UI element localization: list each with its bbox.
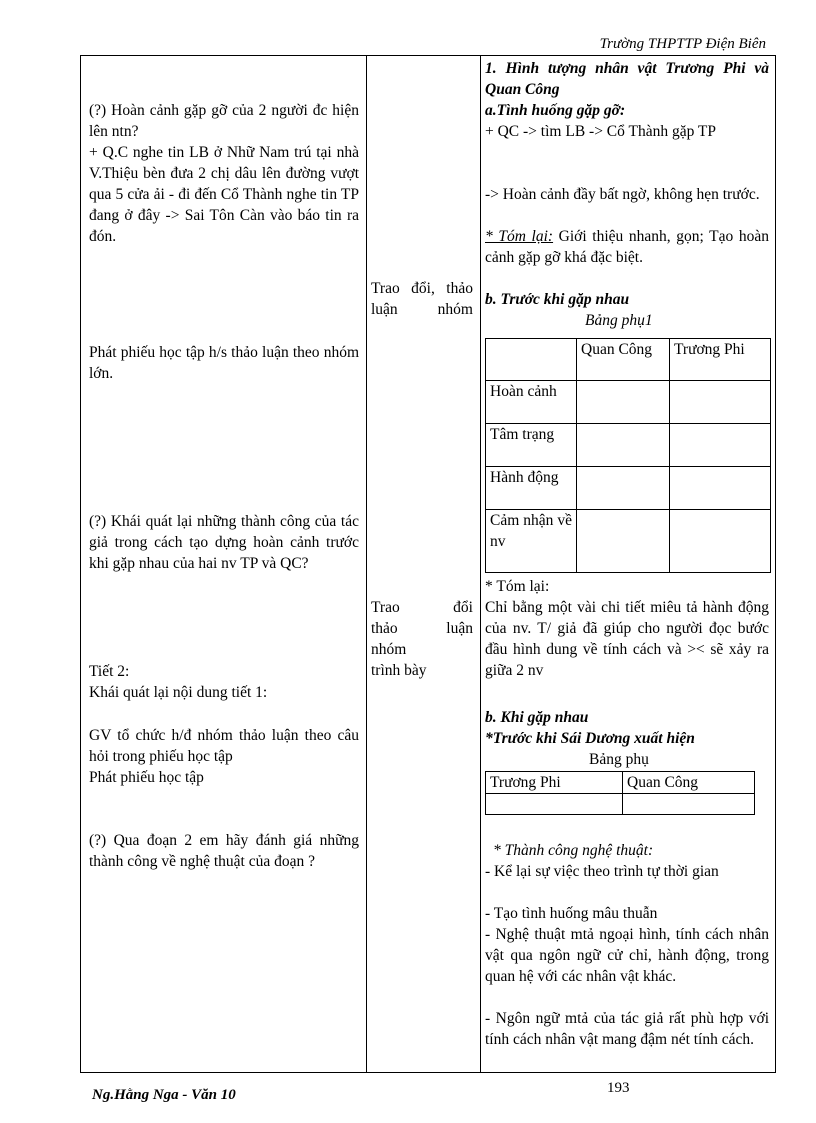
school-header: Trường THPTTP Điện Biên bbox=[599, 36, 766, 52]
activity-2-line-3: nhóm bbox=[371, 641, 407, 658]
handout-2: Phát phiếu học tập bbox=[89, 769, 204, 786]
table-1-header-qc: Quan Công bbox=[577, 339, 670, 381]
handout-instruction: Phát phiếu học tập h/s thảo luận theo nhóm lớn. bbox=[89, 344, 359, 382]
table-2-header-tp: Trương Phi bbox=[486, 772, 623, 794]
table-1-row-label: Hành động bbox=[486, 467, 577, 510]
table-1-row-label: Tâm trạng bbox=[486, 424, 577, 467]
table-1-row-label: Cảm nhận về nv bbox=[486, 510, 577, 573]
art-item-2: - Tạo tình huống mâu thuẫn bbox=[485, 905, 658, 922]
table-1-header-empty bbox=[486, 339, 577, 381]
table-1-cell bbox=[577, 510, 670, 573]
lesson-2-label: Tiết 2: bbox=[89, 663, 130, 680]
table-1-cell bbox=[577, 424, 670, 467]
content-column bbox=[481, 56, 775, 1072]
table-2 bbox=[485, 771, 755, 815]
table-1-cell bbox=[670, 510, 771, 573]
activity-2-line-4: trình bày bbox=[371, 662, 427, 679]
summary-1 bbox=[485, 226, 769, 268]
summary-2-text: Chỉ bằng một vài chi tiết miêu tả hành động của nv. T/ giả đã giúp cho người đọc bước đầu hình dung về tính cách và >< sẽ xảy ra giữa 2 nv bbox=[485, 599, 769, 679]
table-1-caption: Bảng phụ1 bbox=[585, 312, 653, 329]
table-2-cell bbox=[486, 794, 623, 815]
table-2-cell bbox=[623, 794, 755, 815]
subheading-b: b. Trước khi gặp nhau bbox=[485, 291, 630, 308]
table-1-header-tp: Trương Phi bbox=[670, 339, 771, 381]
group-task: GV tổ chức h/đ nhóm thảo luận theo câu hỏi trong phiếu học tập bbox=[89, 727, 359, 765]
teacher-activity-column bbox=[81, 56, 367, 1072]
table-1-cell bbox=[670, 467, 771, 510]
summary-2-label: * Tóm lại: bbox=[485, 578, 550, 595]
summary-1-label: * Tóm lại: bbox=[485, 228, 554, 245]
lesson-table bbox=[80, 55, 776, 1073]
activity-2-line-2: thảo luận bbox=[371, 620, 473, 637]
table-1 bbox=[485, 338, 771, 573]
table-1-cell bbox=[670, 424, 771, 467]
table-1-cell bbox=[577, 381, 670, 424]
summary-1-text: Giới thiệu nhanh, gọn; Tạo hoàn cảnh gặp gỡ khá đặc biệt. bbox=[485, 228, 769, 266]
question-1: (?) Hoàn cảnh gặp gỡ của 2 người đc hiện lên ntn? bbox=[89, 102, 359, 140]
art-item-4: - Ngôn ngữ mtả của tác giả rất phù hợp với tính cách nhân vật mang đậm nét tính cách. bbox=[485, 1010, 769, 1048]
review-label: Khái quát lại nội dung tiết 1: bbox=[89, 684, 268, 701]
art-item-1: - Kể lại sự việc theo trình tự thời gian bbox=[485, 863, 719, 880]
table-2-header-qc: Quan Công bbox=[623, 772, 755, 794]
activity-1: Trao đổi, thảo luận nhóm bbox=[371, 280, 473, 318]
table-1-cell bbox=[670, 381, 771, 424]
table-1-cell bbox=[577, 467, 670, 510]
table-1-row-label: Hoàn cảnh bbox=[486, 381, 577, 424]
question-2: (?) Khái quát lại những thành công của tác giả trong cách tạo dựng hoàn cảnh trước khi gặp nhau của hai nv TP và QC? bbox=[89, 513, 359, 572]
question-3: (?) Qua đoạn 2 em hãy đánh giá những thành công về nghệ thuật của đoạn ? bbox=[89, 832, 359, 870]
section-heading-1: 1. Hình tượng nhân vật Trương Phi và Quan Công bbox=[485, 60, 769, 98]
subheading-c-sub: *Trước khi Sái Dương xuất hiện bbox=[485, 730, 695, 747]
art-item-3: - Nghệ thuật mtả ngoại hình, tính cách nhân vật qua ngôn ngữ cử chỉ, hành động, trong quan hệ với các nhân vật khác. bbox=[485, 926, 769, 985]
paragraph-1: + QC -> tìm LB -> Cổ Thành gặp TP bbox=[485, 123, 717, 140]
student-activity-column bbox=[367, 56, 481, 1072]
art-heading: * Thành công nghệ thuật: bbox=[493, 842, 654, 859]
question-1-answer: + Q.C nghe tin LB ở Nhữ Nam trú tại nhà V.Thiệu bèn đưa 2 chị dâu lên đường vượt qua 5 cửa ải - đi đến Cổ Thành nghe tin TP đang ở đây -> Sai Tôn Càn vào báo tin ra đón. bbox=[89, 144, 359, 245]
subheading-a: a.Tình huống gặp gỡ: bbox=[485, 102, 626, 119]
paragraph-2: -> Hoàn cảnh đầy bất ngờ, không hẹn trước. bbox=[485, 186, 760, 203]
footer-author: Ng.Hằng Nga - Văn 10 bbox=[92, 1087, 236, 1103]
page-number: 193 bbox=[607, 1080, 630, 1096]
activity-2-line-1: Trao đổi bbox=[371, 599, 473, 616]
table-2-caption: Bảng phụ bbox=[589, 751, 649, 768]
subheading-c: b. Khi gặp nhau bbox=[485, 709, 589, 726]
